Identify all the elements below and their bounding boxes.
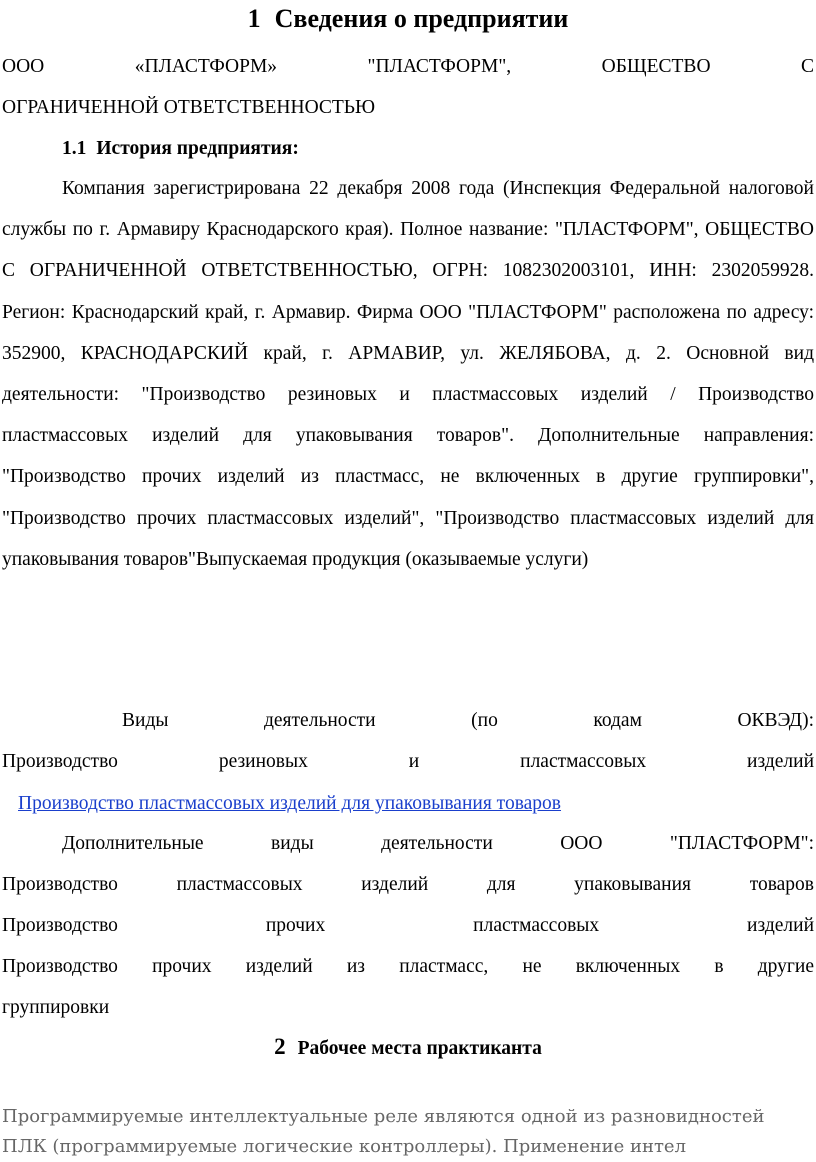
word: Производство [2, 915, 118, 936]
word: упаковывания [574, 874, 692, 895]
section-1-heading [0, 3, 816, 35]
word: другие [757, 956, 815, 977]
word: ОБЩЕСТВО [601, 56, 711, 77]
word: С [801, 56, 815, 77]
section-2-number: 2 [274, 1034, 286, 1059]
word: прочих [265, 915, 326, 936]
word: Производство [2, 751, 118, 772]
section-1-number: 1 [247, 4, 261, 33]
subsection-title: История предприятия: [96, 138, 299, 159]
word: «ПЛАСТФОРМ» [134, 56, 278, 77]
word: из [346, 956, 366, 977]
word: Производство [2, 956, 118, 977]
word: пластмассовых [520, 751, 647, 772]
additional-line-5: группировки [2, 997, 110, 1018]
word: изделий [747, 915, 815, 936]
word: кодам [593, 710, 642, 731]
word: деятельности [263, 710, 376, 731]
word: Дополнительные [62, 833, 204, 854]
word: ООО [2, 56, 45, 77]
word: Производство [2, 874, 118, 895]
word: в [714, 956, 724, 977]
activities-line-2 [2, 741, 814, 782]
word: (по [471, 710, 498, 731]
word: изделий [361, 874, 429, 895]
word: "ПЛАСТФОРМ", [367, 56, 512, 77]
word: и [408, 751, 420, 772]
company-name-line-1 [2, 46, 814, 87]
word: деятельности [381, 833, 493, 854]
additional-line-3 [2, 905, 814, 946]
company-name-line-2: ОГРАНИЧЕННОЙ ОТВЕТСТВЕННОСТЬЮ [2, 97, 376, 118]
word: виды [271, 833, 314, 854]
footer-paragraph: Программируемые интеллектуальные реле являются одной из разновидностей ПЛК (программируемые логические контроллеры). Применение интел [2, 1106, 765, 1157]
history-paragraph: Компания зарегистрирована 22 декабря 2008 года (Инспекция Федеральной налоговой службы по г. Армавиру Краснодарского края). Полное название: "ПЛАСТФОРМ", ОБЩЕСТВО С ОГРАНИЧЕННОЙ ОТВЕТСТВЕННОСТЬЮ, ОГРН: 1082302003101, ИНН: 2302059928. Регион: Краснодарский край, г. Армавир. Фирма ООО "ПЛАСТФОРМ" расположена по адресу: 352900, КРАСНОДАРСКИЙ край, г. АРМАВИР, ул. ЖЕЛЯБОВА, д. 2. Основной вид деятельности: "Производство резиновых и пластмассовых изделий / Производство пластмассовых изделий для упаковывания товаров". Дополнительные направления: "Производство прочих изделий из пластмасс, не включенных в другие группировки", "Производство прочих пластмассовых изделий", "Производство пластмассовых изделий для упаковывания товаров"Выпускаемая продукция (оказываемые услуги) [2, 178, 814, 570]
additional-line-1 [62, 823, 814, 864]
word: Виды [122, 710, 169, 731]
additional-line-2 [2, 864, 814, 905]
word: изделий [747, 751, 815, 772]
subsection-heading [62, 133, 299, 165]
section-2-heading [0, 1034, 816, 1060]
word: ООО [560, 833, 603, 854]
word: ОКВЭД): [737, 710, 814, 731]
section-2-title: Рабочее места практиканта [297, 1038, 542, 1059]
subsection-number: 1.1 [62, 138, 87, 159]
word: не [522, 956, 542, 977]
word: включенных [575, 956, 681, 977]
word: прочих [152, 956, 212, 977]
section-1-title: Сведения о предприятии [274, 4, 569, 33]
word: "ПЛАСТФОРМ": [669, 833, 815, 854]
activities-link[interactable]: Производство пластмассовых изделий для упаковывания товаров [18, 793, 562, 814]
additional-line-4 [2, 946, 814, 987]
word: резиновых [218, 751, 308, 772]
word: изделий [245, 956, 313, 977]
word: товаров [749, 874, 815, 895]
word: для [486, 874, 516, 895]
word: пластмассовых [473, 915, 600, 936]
activities-line-1 [62, 700, 814, 741]
word: пластмассовых [176, 874, 303, 895]
word: пластмасс, [399, 956, 489, 977]
